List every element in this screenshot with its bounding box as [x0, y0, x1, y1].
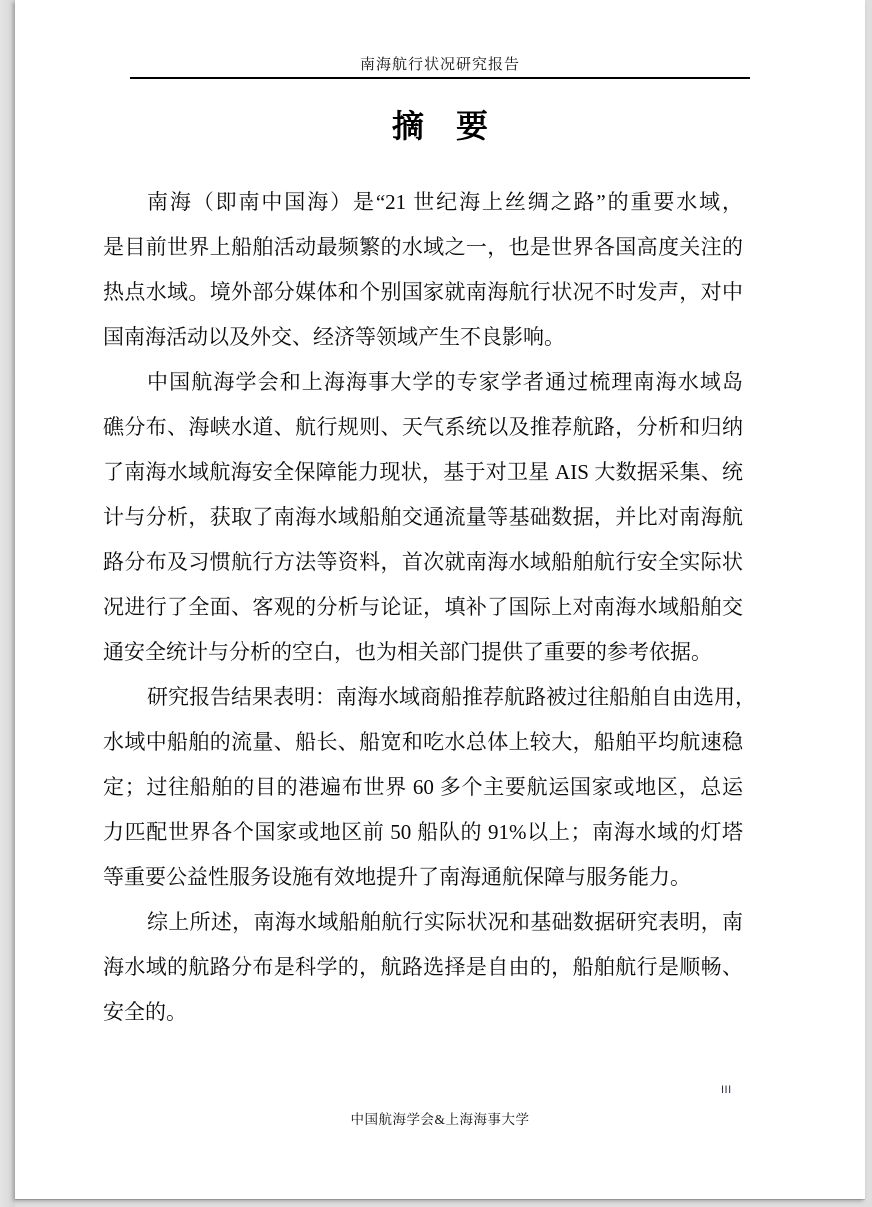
- text-line: 综上所述，南海水域船舶航行实际状况和基础数据研究表明，南: [147, 910, 743, 934]
- abstract-body: [103, 180, 756, 1035]
- text-line: 况进行了全面、客观的分析与论证，填补了国际上对南海水域船舶交: [103, 595, 743, 619]
- running-footer-organization: 中国航海学会&上海海事大学: [350, 1112, 530, 1127]
- running-header: 南海航行状况研究报告: [359, 57, 520, 73]
- text-line: 通安全统计与分析的空白，也为相关部门提供了重要的参考依据。: [103, 640, 712, 664]
- text-line: 等重要公益性服务设施有效地提升了南海通航保障与服务能力。: [103, 865, 691, 889]
- text-line: 定；过往船舶的目的港遍布世界 60 多个主要航运国家或地区，总运: [103, 775, 743, 799]
- text-line: 海水域的航路分布是科学的，航路选择是自由的，船舶航行是顺畅、: [103, 955, 743, 979]
- text-line: 是目前世界上船舶活动最频繁的水域之一，也是世界各国高度关注的: [103, 235, 743, 259]
- viewer-gutter: [0, 0, 15, 1207]
- text-line: 安全的。: [103, 1000, 187, 1024]
- header-rule-divider: [130, 77, 750, 79]
- text-line: 力匹配世界各个国家或地区前 50 船队的 91%以上；南海水域的灯塔: [103, 820, 743, 844]
- page-number: III: [721, 1084, 732, 1096]
- page-title: 摘 要: [391, 108, 488, 144]
- text-line: 中国航海学会和上海海事大学的专家学者通过梳理南海水域岛: [147, 370, 743, 394]
- text-line: 国南海活动以及外交、经济等领域产生不良影响。: [103, 325, 565, 349]
- text-line: 热点水域。境外部分媒体和个别国家就南海航行状况不时发声，对中: [103, 280, 743, 304]
- text-line: 研究报告结果表明：南海水域商船推荐航路被过往船舶自由选用，: [147, 685, 756, 709]
- text-line: 南海（即南中国海）是“21 世纪海上丝绸之路”的重要水域，: [147, 190, 743, 214]
- text-line: 礁分布、海峡水道、航行规则、天气系统以及推荐航路，分析和归纳: [103, 415, 743, 439]
- text-line: 了南海水域航海安全保障能力现状，基于对卫星 AIS 大数据采集、统: [103, 460, 743, 484]
- text-line: 计与分析，获取了南海水域船舶交通流量等基础数据，并比对南海航: [103, 505, 743, 529]
- document-page: [15, 0, 865, 1199]
- text-line: 路分布及习惯航行方法等资料，首次就南海水域船舶航行安全实际状: [103, 550, 743, 574]
- text-line: 水域中船舶的流量、船长、船宽和吃水总体上较大，船舶平均航速稳: [103, 730, 743, 754]
